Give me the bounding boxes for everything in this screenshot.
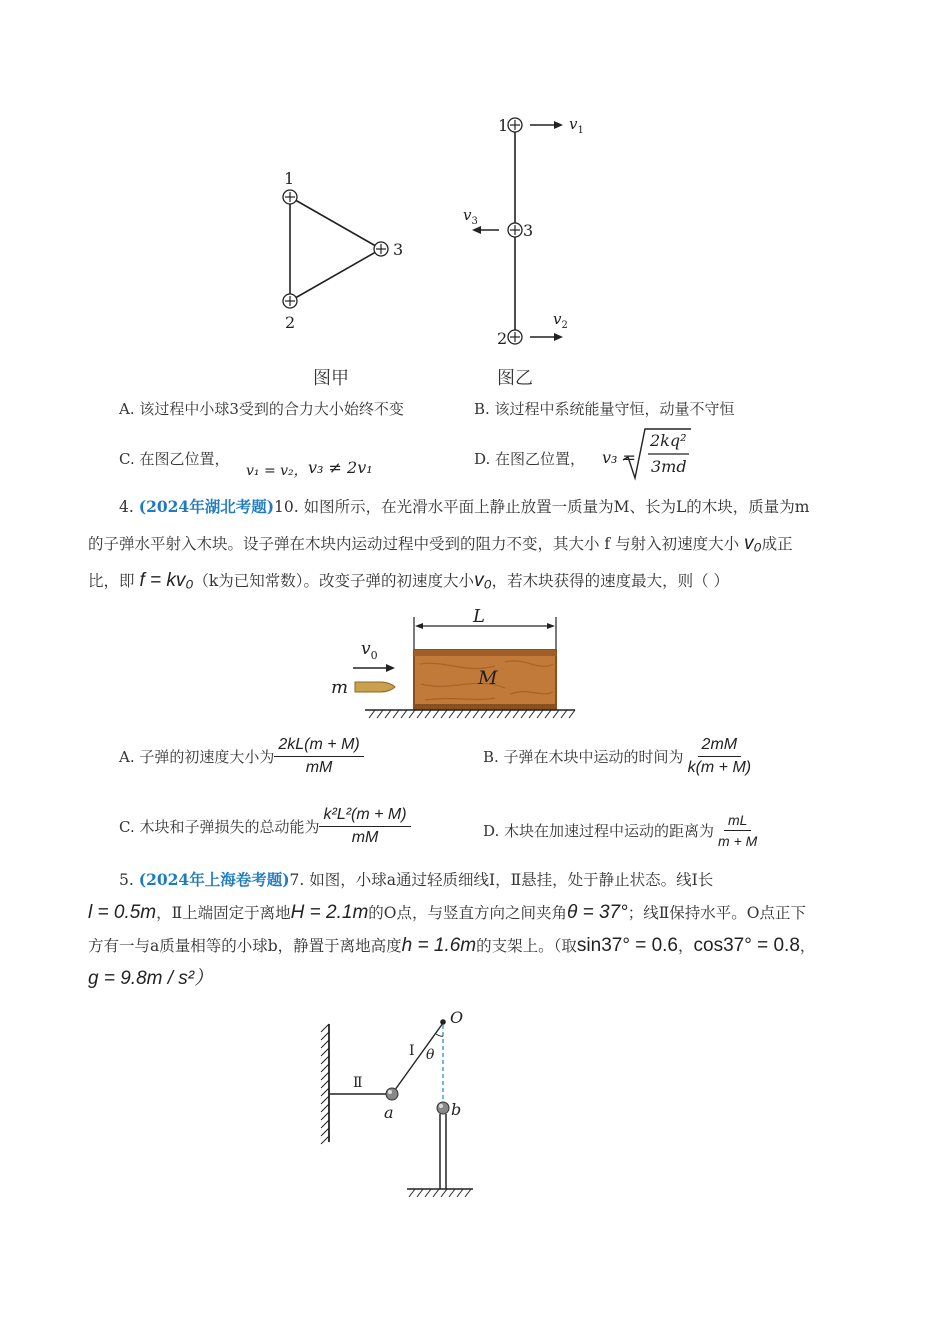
q4-line3-formula: f = kv₀ (139, 570, 194, 591)
q4-line3-v0: v₀ (474, 570, 492, 591)
q5-angle: θ = 37° (567, 902, 628, 923)
q4-option-d (483, 812, 761, 849)
ball-label-2: 2 (285, 313, 296, 332)
rod-2-3 (290, 249, 381, 301)
ball-label-3: 3 (393, 240, 404, 259)
q4-option-c (119, 806, 411, 847)
rod-1-3 (290, 197, 381, 249)
q4-option-a-den: mM (305, 759, 333, 776)
theta-label: θ (426, 1047, 435, 1063)
q3-option-c-math2: v₃ ≠ 2v₁ (308, 458, 373, 477)
q5-line3-t1: 方有一与a质量相等的小球b，静置于离地高度 (88, 937, 402, 955)
q5-line-4 (88, 962, 213, 996)
ball-a (386, 1088, 398, 1100)
velocity-arrow-v3 (472, 226, 499, 234)
q5-sin: sin37° = 0.6 (576, 935, 678, 956)
q3-option-c-text: C. 在图乙位置， (119, 450, 230, 468)
q5-source: (2024年上海卷考题) (138, 870, 290, 889)
q5-line2-t2: 的O点，与竖直方向之间夹角 (368, 904, 568, 922)
q4-option-d-fraction (714, 812, 761, 849)
q4-line3-text: 比，即 (88, 572, 135, 590)
q5-line-1 (119, 863, 713, 897)
dim-arrow-right (547, 623, 555, 629)
q4-option-b-fraction (684, 736, 756, 777)
block-mass-label: M (478, 667, 498, 689)
q5-gravity: g = 9.8m / s²） (88, 968, 214, 989)
q3-option-d-num: 2kq² (650, 431, 687, 450)
q5-line3-t2: 的支架上。（取 (476, 937, 577, 955)
ball-label-1: 1 (498, 116, 509, 135)
ball-b-label: b (451, 1100, 462, 1119)
ground-hatch (369, 710, 575, 718)
q5-length-l: l = 0.5m (88, 902, 157, 923)
velocity-arrow-v1 (530, 121, 563, 129)
q3-option-a: A. 该过程中小球3受到的合力大小始终不变 (119, 400, 404, 418)
q3-option-d-text: D. 在图乙位置， (474, 450, 586, 468)
q4-option-c-num: k²L²(m + M) (319, 806, 410, 827)
dim-arrow-left (415, 623, 423, 629)
q4-option-d-den: m + M (718, 833, 758, 849)
q4-option-c-text: C. 木块和子弹损失的总动能为 (119, 818, 320, 836)
q3-option-d-lhs: v₃ = (602, 448, 636, 467)
q4-line3-mid: （k为已知常数）。改变子弹的初速度大小 (193, 572, 475, 590)
q3-option-d-den: 3md (651, 457, 687, 476)
q4-line-1 (119, 490, 810, 524)
q4-line2-end: 成正 (761, 535, 793, 553)
figure-jia-caption: 图甲 (313, 368, 349, 389)
q5-height-small-h: h = 1.6m (401, 935, 477, 956)
q4-option-c-fraction (319, 806, 410, 847)
q4-option-b (483, 736, 755, 777)
point-o (440, 1019, 446, 1025)
q4-option-d-text: D. 木块在加速过程中运动的距离为 (483, 822, 715, 840)
bullet-velocity-label: $v_0$ (361, 639, 378, 662)
q3-option-c (119, 448, 229, 469)
theta-arc (436, 1034, 443, 1036)
q4-option-a-num: 2kL(m + M) (274, 736, 363, 757)
q4-line2-text: 的子弹水平射入木块。设子弹在木块内运动过程中受到的阻力不变，其大小 f 与射入初速度大小 (88, 535, 740, 553)
q4-option-a-fraction (274, 736, 363, 777)
charged-ball-2 (508, 330, 522, 344)
figure-jia (270, 165, 420, 335)
q4-option-d-num: mL (724, 812, 751, 831)
string-i (392, 1023, 443, 1094)
q5-line3-comma1: ， (678, 937, 694, 955)
charged-ball-3 (508, 223, 522, 237)
q4-line2-v0: v₀ (744, 533, 762, 554)
figure-yi-caption: 图乙 (497, 368, 533, 389)
q3-option-b: B. 该过程中系统能量守恒，动量不守恒 (474, 400, 735, 418)
ball-label-3: 3 (523, 221, 534, 240)
q4-option-a-text: A. 子弹的初速度大小为 (119, 748, 275, 766)
ground-hatch (409, 1189, 471, 1197)
figure-bullet-block (325, 602, 585, 727)
q5-line2-t3: ；线Ⅱ保持水平。O点正下 (627, 904, 806, 922)
q5-line-3 (88, 929, 815, 963)
velocity-arrow-v2 (530, 333, 563, 341)
string-i-label: Ⅰ (409, 1043, 415, 1059)
figure-pendulum (315, 1002, 515, 1202)
charged-ball-3 (374, 242, 388, 256)
q5-line-2 (88, 896, 806, 930)
q4-option-b-den: k(m + M) (687, 759, 752, 776)
q4-line-3 (88, 564, 729, 598)
q5-number: 5. (119, 871, 134, 889)
charged-ball-1 (508, 118, 522, 132)
q5-line3-comma2: ， (799, 937, 816, 955)
q3-option-c-math1: v₁ = v₂， (246, 463, 308, 479)
q3-option-d (474, 448, 585, 469)
charged-ball-1 (283, 190, 297, 204)
q4-option-b-num: 2mM (698, 736, 742, 757)
q5-line1-text: 7. 如图，小球a通过轻质细线Ⅰ，Ⅱ悬挂，处于静止状态。线Ⅰ长 (289, 871, 714, 889)
wooden-block-bottom (414, 704, 556, 709)
q5-height-h: H = 2.1m (290, 902, 369, 923)
q5-cos: cos37° = 0.8 (693, 935, 800, 956)
figure-yi (455, 108, 615, 353)
q5-line2-t1: ，Ⅱ上端固定于离地 (156, 904, 291, 922)
point-o-label: O (450, 1008, 464, 1027)
ball-label-2: 2 (497, 329, 508, 348)
q4-line-2 (88, 527, 793, 561)
q4-option-b-text: B. 子弹在木块中运动的时间为 (483, 748, 684, 766)
q4-option-a (119, 736, 364, 777)
q4-number: 4. (119, 498, 134, 516)
velocity-label-v1: $v_1$ (569, 115, 584, 136)
q4-line3-end: ，若木块获得的速度最大，则（ ） (491, 572, 730, 590)
velocity-label-v3: $v_3$ (463, 206, 478, 227)
bullet-mass-label: m (331, 677, 349, 698)
ball-label-1: 1 (284, 169, 295, 188)
ball-b (437, 1102, 449, 1114)
charged-ball-2 (283, 294, 297, 308)
bullet-velocity-arrowhead (386, 664, 395, 672)
bullet (355, 682, 395, 692)
q4-line1-text: 10. 如图所示，在光滑水平面上静止放置一质量为M、长为L的木块，质量为m (274, 498, 810, 516)
wooden-block-top (414, 650, 556, 656)
string-ii-label: Ⅱ (353, 1075, 363, 1091)
ball-a-label: a (384, 1103, 394, 1122)
q4-source: (2024年湖北考题) (138, 497, 275, 516)
wall-hatch (321, 1024, 329, 1144)
length-label: L (473, 606, 485, 627)
velocity-label-v2: $v_2$ (553, 310, 568, 331)
q4-option-c-den: mM (351, 829, 379, 846)
